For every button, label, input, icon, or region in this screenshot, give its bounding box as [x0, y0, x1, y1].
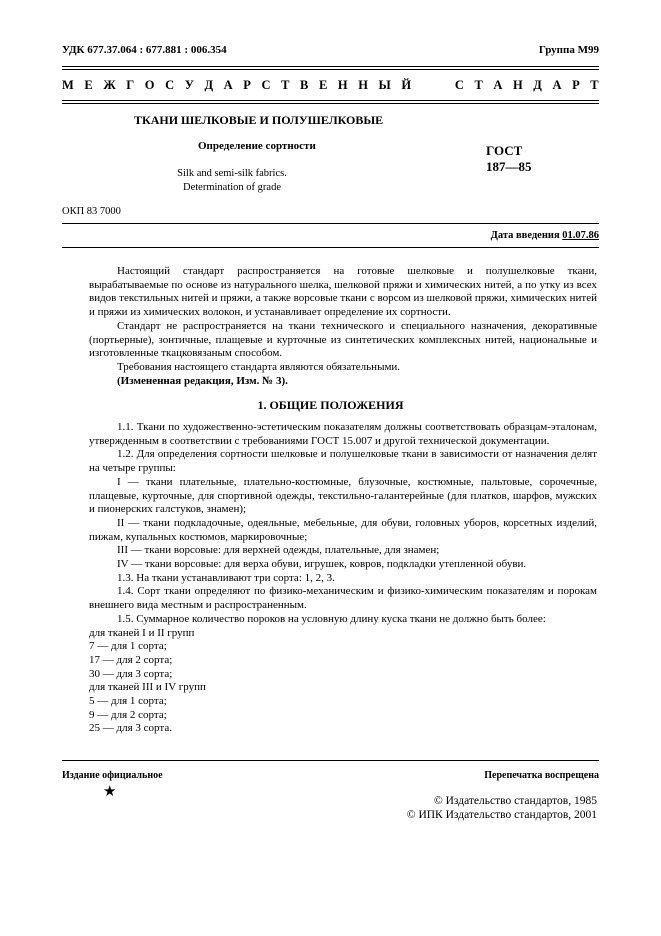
banner-letter: Е	[84, 78, 93, 92]
banner-letter: А	[223, 78, 233, 92]
gost-label: ГОСТ	[486, 143, 523, 158]
footer-rule	[62, 760, 599, 761]
banner-letter: А	[493, 78, 503, 92]
clause-1-1: 1.1. Ткани по художественно-эстетическим показателям должны соответствовать образцам-эталонам, утвержденным в соответствии с требованиями ГОСТ 15.007 и другой технической документации.	[89, 421, 597, 447]
defect-list-item: 5 — для 1 сорта;	[89, 695, 167, 708]
gost-code: 187—85	[486, 159, 532, 174]
top-rule-2	[62, 69, 599, 70]
reprint-prohibited: Перепечатка воспрещена	[484, 770, 599, 781]
group-4-description: IV — ткани ворсовые: для верха обуви, игрушек, ковров, подкладки утепленной обуви.	[117, 558, 527, 571]
star-icon: ★	[103, 784, 117, 800]
section-1-heading: 1. ОБЩИЕ ПОЛОЖЕНИЯ	[257, 398, 404, 412]
defect-list-item: 30 — для 3 сорта;	[89, 667, 173, 680]
introduction	[89, 265, 597, 388]
banner-letter: Ы	[378, 78, 391, 92]
banner-letter: Р	[572, 78, 580, 92]
section-1-body	[89, 421, 597, 736]
banner-letter: Р	[243, 78, 251, 92]
copyright-1985: © Издательство стандартов, 1985	[433, 795, 597, 807]
banner-letter: С	[454, 78, 464, 92]
banner-rule-1	[62, 100, 599, 101]
clause-1-2: 1.2. Для определения сортности шелковые и полушелковые ткани в зависимости от назначения делят на четыре группы:	[89, 448, 597, 475]
gost-number	[486, 143, 532, 175]
document-title: ТКАНИ ШЕЛКОВЫЕ И ПОЛУШЕЛКОВЫЕ	[134, 113, 384, 127]
banner-letter: Ж	[103, 78, 116, 92]
defect-list-item: 25 — для 3 сорта.	[89, 722, 172, 735]
english-title-line2: Determination of grade	[183, 182, 281, 193]
group-2-description: II — ткани подкладочные, одеяльные, мебельные, для обуви, головных уборов, корсетных изделий, пижам, купальных костюмов, маркировочные;	[89, 516, 597, 543]
banner-letter: А	[552, 78, 562, 92]
banner-letter: Г	[126, 78, 135, 92]
effective-date-value: 01.07.86	[562, 230, 599, 241]
date-rule	[62, 247, 599, 248]
banner-letter	[438, 78, 444, 93]
english-title-line1: Silk and semi-silk fabrics.	[177, 168, 287, 179]
top-rule-1	[62, 66, 599, 67]
defect-list-item: 17 — для 2 сорта;	[89, 653, 173, 666]
banner-letter: М	[62, 78, 74, 92]
banner-letter: Т	[590, 78, 599, 92]
effective-date	[491, 230, 599, 241]
banner-letter: Н	[358, 78, 368, 92]
clause-1-5: 1.5. Суммарное количество пороков на условную длину куска ткани не должно быть более:	[117, 612, 546, 625]
clause-1-3: 1.3. На ткани устанавливают три сорта: 1, 2, 3.	[117, 571, 335, 584]
interstate-standard-banner	[62, 78, 599, 93]
defect-list-item: для тканей I и II групп	[89, 626, 195, 639]
banner-letter: Д	[204, 78, 214, 92]
banner-letter: Е	[318, 78, 328, 92]
intro-paragraph-3: Требования настоящего стандарта являются обязательными.	[117, 360, 401, 373]
defect-list-item: 7 — для 1 сорта;	[89, 640, 167, 653]
intro-revision-note: (Измененная редакция, Изм. № 3).	[117, 374, 288, 387]
banner-rule-2	[62, 103, 599, 104]
banner-letter: Н	[337, 78, 348, 92]
group-3-description: III — ткани ворсовые: для верхней одежды, плательные, для знамен;	[117, 544, 440, 557]
banner-letter: Й	[401, 78, 412, 92]
banner-letter: Т	[281, 78, 290, 92]
banner-letter: В	[300, 78, 309, 92]
banner-letter: С	[261, 78, 271, 92]
copyright-2001: © ИПК Издательство стандартов, 2001	[406, 809, 597, 821]
banner-letter: Н	[512, 78, 523, 92]
group-1-description: I — ткани плательные, плательно-костюмные, блузочные, костюмные, пальтовые, сорочечные, плащевые, курточные, для спортивной одежды, текстильно-галантерейные (для платков, шарфов, мужских и пионерских галстуков, знамен);	[89, 475, 597, 516]
banner-letter: С	[165, 78, 175, 92]
official-edition: Издание официальное	[62, 770, 163, 781]
effective-date-label: Дата введения	[490, 230, 560, 241]
defect-list-item: 9 — для 2 сорта;	[89, 708, 167, 721]
intro-paragraph-1: Настоящий стандарт распространяется на готовые шелковые и полушелковые ткани, вырабатываемые по основе из натурального шелка, шелковой пряжи и химических нитей, а по утку из всех видов текстильных нитей и пряжи, а также ворсовые ткани с ворсом из шелковой пряжи, химических нитей и пряжи из химических волокон, и устанавливает определение их сортности.	[89, 265, 597, 319]
banner-letter: Т	[474, 78, 483, 92]
clause-1-4: 1.4. Сорт ткани определяют по физико-механическим и физико-химическим показателям и порокам внешнего вида местным и распространенным.	[89, 585, 597, 612]
banner-letter: У	[184, 78, 194, 92]
english-title	[140, 167, 324, 195]
banner-letter	[422, 78, 428, 93]
banner-letter: О	[144, 78, 155, 92]
okp-code: ОКП 83 7000	[62, 206, 121, 217]
defect-list-item: для тканей III и IV групп	[89, 681, 206, 694]
group-code: Группа М99	[538, 44, 599, 56]
udk-code: УДК 677.37.064 : 677.881 : 006.354	[62, 44, 227, 56]
document-subtitle: Определение сортности	[198, 140, 316, 152]
intro-paragraph-2: Стандарт не распространяется на ткани технического и специального назначения, декоративные (портьерные), зонтичные, плащевые и курточные из синтетических комплексных нитей, национальные и изготовленные ткацковязаным способом.	[89, 319, 597, 360]
okp-rule	[62, 223, 599, 224]
banner-letter: Д	[533, 78, 542, 92]
